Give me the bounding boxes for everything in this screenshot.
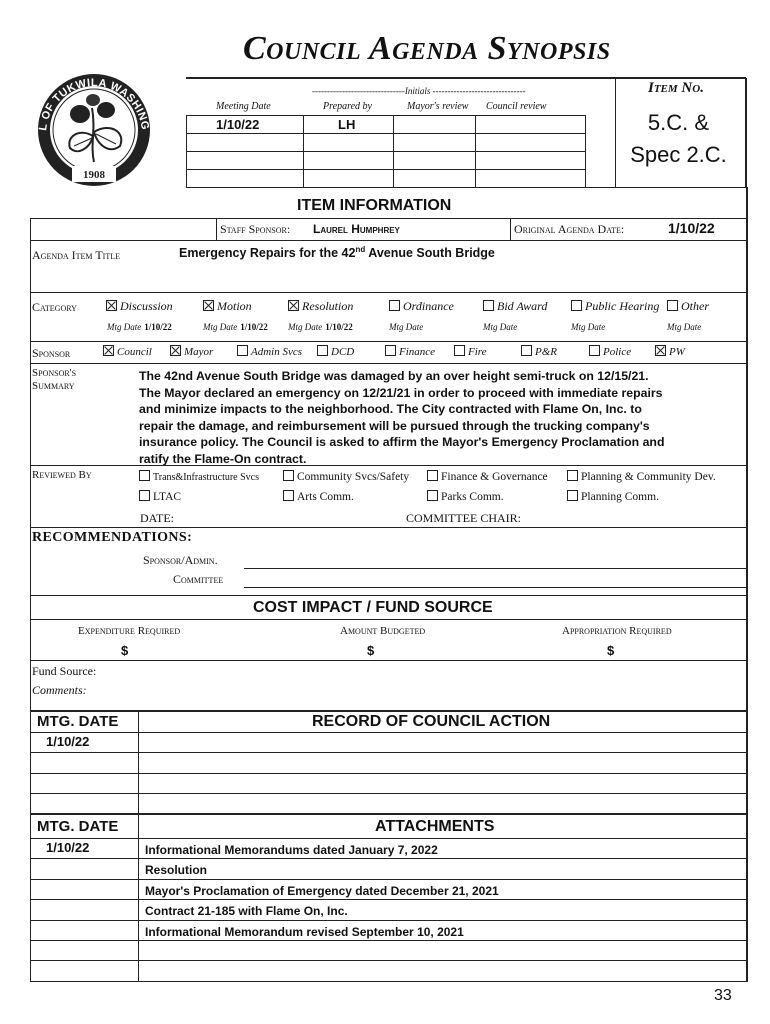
agenda-item-title: Emergency Repairs for the 42nd Avenue South Bridge xyxy=(179,245,495,261)
col-meeting-date: Meeting Date xyxy=(216,101,271,112)
summary-line: The Mayor declared an emergency on 12/21/21 in order to proceed with immediate repairs xyxy=(139,385,663,400)
sponsor-p-r[interactable] xyxy=(521,345,557,358)
category-ordinance-label: Ordinance xyxy=(403,299,454,313)
review-planning-community-dev-[interactable] xyxy=(567,470,716,483)
page-number: 33 xyxy=(714,987,732,1004)
review-community-svcs-safety-checkbox[interactable] xyxy=(283,470,294,481)
review-trans-infrastructure-svcs-checkbox[interactable] xyxy=(139,470,150,481)
category-public-hearing-checkbox[interactable] xyxy=(571,300,582,311)
col-mayors-review: Mayor's review xyxy=(407,101,469,112)
sponsor-admin-svcs-checkbox[interactable] xyxy=(237,345,248,356)
summary-line: insurance policy. The Council is asked to affirm the Mayor's Emergency Proclamation and xyxy=(139,435,665,449)
category-resolution-label: Resolution xyxy=(302,299,354,313)
item-no-line1: 5.C. & xyxy=(647,110,710,135)
category-ordinance[interactable] xyxy=(389,299,454,314)
review-arts-comm--label: Arts Comm. xyxy=(297,491,354,503)
recommendations-heading: RECOMMENDATIONS: xyxy=(32,530,193,545)
item-info-heading: ITEM INFORMATION xyxy=(297,197,452,214)
category-ordinance-mtg-date xyxy=(389,322,423,332)
sponsor-council[interactable] xyxy=(103,345,152,358)
prepared-by-value: LH xyxy=(338,117,356,132)
sponsor-pw[interactable] xyxy=(655,345,685,358)
category-resolution-checkbox[interactable] xyxy=(288,300,299,311)
council-action-date: 1/10/22 xyxy=(46,734,90,749)
attachments-mtg-label: MTG. DATE xyxy=(37,818,119,835)
review-parks-comm--checkbox[interactable] xyxy=(427,490,438,501)
attachment-item: Resolution xyxy=(145,863,207,878)
row-divider xyxy=(30,773,746,774)
sponsor-police-label: Police xyxy=(603,346,632,358)
review-planning-comm-[interactable] xyxy=(567,490,659,503)
row-divider xyxy=(30,960,746,961)
category-other[interactable] xyxy=(667,299,709,314)
attachment-item: Informational Memorandum revised September 10, 2021 xyxy=(145,924,464,939)
sponsor-fire-label: Fire xyxy=(468,346,487,358)
expenditure-dollar: $ xyxy=(121,643,129,658)
mtg-date-label: Mtg Date xyxy=(107,322,142,332)
category-discussion-checkbox[interactable] xyxy=(106,300,117,311)
row-divider xyxy=(30,858,746,859)
summary-label xyxy=(32,367,76,393)
sponsor-dcd-checkbox[interactable] xyxy=(317,345,328,356)
row-divider xyxy=(30,920,746,921)
summary-line: The 42nd Avenue South Bridge was damaged by an over height semi-truck on 12/15/21. xyxy=(139,369,649,383)
category-public-hearing[interactable] xyxy=(571,299,659,314)
category-public-hearing-mtg-date xyxy=(571,322,605,332)
sponsor-label: Sponsor xyxy=(32,346,71,360)
committee-label: Committee xyxy=(173,572,224,586)
review-finance-governance-label: Finance & Governance xyxy=(441,471,548,483)
sponsor-fire-checkbox[interactable] xyxy=(454,345,465,356)
category-label: Category xyxy=(32,300,77,314)
summary-label-line1: Sponsor's xyxy=(32,367,77,379)
review-trans-infrastructure-svcs-label: Trans&Infrastructure Svcs xyxy=(153,472,260,483)
review-ltac-label: LTAC xyxy=(153,491,182,503)
sponsor-summary xyxy=(139,368,745,467)
attachment-item: Contract 21-185 with Flame On, Inc. xyxy=(145,904,348,919)
review-arts-comm-[interactable] xyxy=(283,490,354,503)
sponsor-admin-label: Sponsor/Admin. xyxy=(143,553,218,567)
row-divider xyxy=(30,899,746,900)
sponsor-mayor-label: Mayor xyxy=(184,346,214,358)
review-arts-comm--checkbox[interactable] xyxy=(283,490,294,501)
council-action-heading: RECORD OF COUNCIL ACTION xyxy=(312,713,551,730)
review-parks-comm--label: Parks Comm. xyxy=(441,491,504,503)
category-bid-award-mtg-date xyxy=(483,322,517,332)
fund-source-label: Fund Source: xyxy=(32,664,97,678)
category-resolution-mtg-date xyxy=(288,322,353,332)
sponsor-council-checkbox[interactable] xyxy=(103,345,114,356)
meeting-date-value: 1/10/22 xyxy=(216,117,260,132)
sponsor-mayor[interactable] xyxy=(170,345,213,358)
review-planning-comm--label: Planning Comm. xyxy=(581,491,659,503)
review-finance-governance-checkbox[interactable] xyxy=(427,470,438,481)
attachment-item: Mayor's Proclamation of Emergency dated December 21, 2021 xyxy=(145,883,499,898)
seal-year: 1908 xyxy=(83,169,105,181)
row-divider xyxy=(30,793,746,794)
category-public-hearing-label: Public Hearing xyxy=(585,299,660,313)
agenda-item-title-label: Agenda Item Title xyxy=(32,248,120,262)
sponsor-dcd-label: DCD xyxy=(331,346,355,358)
sponsor-fire[interactable] xyxy=(454,345,487,358)
col-prepared-by: Prepared by xyxy=(323,101,372,112)
category-bid-award-checkbox[interactable] xyxy=(483,300,494,311)
committee-chair-label: COMMITTEE CHAIR: xyxy=(406,511,521,525)
budgeted-dollar: $ xyxy=(367,643,375,658)
sponsor-finance-checkbox[interactable] xyxy=(385,345,396,356)
mtg-date-label: Mtg Date xyxy=(288,322,323,332)
sponsor-admin-svcs[interactable] xyxy=(237,345,302,358)
initials-label: -------------------------------Initials ------------------------------- xyxy=(312,86,526,96)
row-divider xyxy=(30,940,746,941)
review-finance-governance[interactable] xyxy=(427,470,548,483)
row-divider xyxy=(30,879,746,880)
amount-budgeted-label: Amount Budgeted xyxy=(340,625,426,637)
row-divider xyxy=(30,752,746,753)
sponsor-pw-checkbox[interactable] xyxy=(655,345,666,356)
category-other-checkbox[interactable] xyxy=(667,300,678,311)
item-no-label: Item No. xyxy=(648,80,704,96)
sponsor-dcd[interactable] xyxy=(317,345,354,358)
comments-label: Comments: xyxy=(32,683,87,697)
seal-text: L OF TUKWILA WASHING xyxy=(37,76,151,132)
attachments-heading: ATTACHMENTS xyxy=(375,818,495,835)
category-discussion-label: Discussion xyxy=(120,299,173,313)
summary-line: repair the damage, and reimbursement will be pursued through the trucking company's xyxy=(139,418,650,433)
sponsor-p-r-label: P&R xyxy=(535,346,557,358)
sponsor-pw-label: PW xyxy=(669,346,685,358)
category-discussion-mtg-date xyxy=(107,322,172,332)
review-parks-comm-[interactable] xyxy=(427,490,504,503)
reviewed-by-label: Reviewed By xyxy=(32,469,92,481)
review-planning-comm--checkbox[interactable] xyxy=(567,490,578,501)
review-ltac[interactable] xyxy=(139,490,181,503)
category-other-mtg-date xyxy=(667,322,701,332)
city-seal xyxy=(30,70,158,190)
category-other-label: Other xyxy=(681,299,709,313)
summary-line: and minimize impacts to the neighborhood. The City contracted with Flame On, Inc. to xyxy=(139,402,642,416)
mtg-date-label: Mtg Date xyxy=(483,322,518,332)
summary-label-line2: Summary xyxy=(32,380,75,392)
mtg-date-value: 1/10/22 xyxy=(240,322,268,332)
category-discussion[interactable] xyxy=(106,299,173,314)
review-community-svcs-safety-label: Community Svcs/Safety xyxy=(297,471,410,483)
original-date-value: 1/10/22 xyxy=(668,220,715,236)
sponsor-police[interactable] xyxy=(589,345,631,358)
attachment-item: Informational Memorandums dated January 7, 2022 xyxy=(145,843,438,857)
sponsor-admin-svcs-label: Admin Svcs xyxy=(251,346,303,358)
category-motion[interactable] xyxy=(203,299,252,314)
category-bid-award-label: Bid Award xyxy=(497,299,548,313)
sponsor-council-label: Council xyxy=(117,346,152,358)
category-motion-label: Motion xyxy=(217,299,252,313)
summary-line: ratify the Flame-On contract. xyxy=(139,451,307,466)
expenditure-required-label: Expenditure Required xyxy=(78,625,181,637)
item-no-line2: Spec 2.C. xyxy=(630,142,727,167)
sponsor-finance-label: Finance xyxy=(399,346,436,358)
category-motion-mtg-date xyxy=(203,322,268,332)
sponsor-police-checkbox[interactable] xyxy=(589,345,600,356)
appropriation-dollar: $ xyxy=(607,643,615,658)
review-planning-community-dev--label: Planning & Community Dev. xyxy=(581,471,716,483)
sponsor-mayor-checkbox[interactable] xyxy=(170,345,181,356)
staff-sponsor-value: Laurel Humphrey xyxy=(313,222,400,236)
category-resolution[interactable] xyxy=(288,299,353,314)
col-council-review: Council review xyxy=(486,101,547,112)
mtg-date-label: Mtg Date xyxy=(571,322,606,332)
council-action-mtg-label: MTG. DATE xyxy=(37,713,119,730)
mtg-date-label: Mtg Date xyxy=(667,322,702,332)
review-date-label: DATE: xyxy=(140,511,174,525)
cost-impact-heading: COST IMPACT / FUND SOURCE xyxy=(253,599,493,616)
page-title: Council Agenda Synopsis xyxy=(243,30,611,67)
staff-sponsor-label: Staff Sponsor: xyxy=(220,222,291,236)
review-trans-infrastructure-svcs[interactable] xyxy=(139,470,259,483)
item-number-box xyxy=(615,78,747,187)
original-date-label: Original Agenda Date: xyxy=(514,222,625,236)
category-motion-checkbox[interactable] xyxy=(203,300,214,311)
sponsor-finance[interactable] xyxy=(385,345,435,358)
mtg-date-value: 1/10/22 xyxy=(325,322,353,332)
category-bid-award[interactable] xyxy=(483,299,547,314)
mtg-date-label: Mtg Date xyxy=(389,322,424,332)
mtg-date-value: 1/10/22 xyxy=(144,322,172,332)
category-ordinance-checkbox[interactable] xyxy=(389,300,400,311)
mtg-date-label: Mtg Date xyxy=(203,322,238,332)
review-planning-community-dev--checkbox[interactable] xyxy=(567,470,578,481)
attachments-date: 1/10/22 xyxy=(46,840,90,855)
review-community-svcs-safety[interactable] xyxy=(283,470,409,483)
review-ltac-checkbox[interactable] xyxy=(139,490,150,501)
appropriation-required-label: Appropriation Required xyxy=(562,625,672,637)
sponsor-p-r-checkbox[interactable] xyxy=(521,345,532,356)
